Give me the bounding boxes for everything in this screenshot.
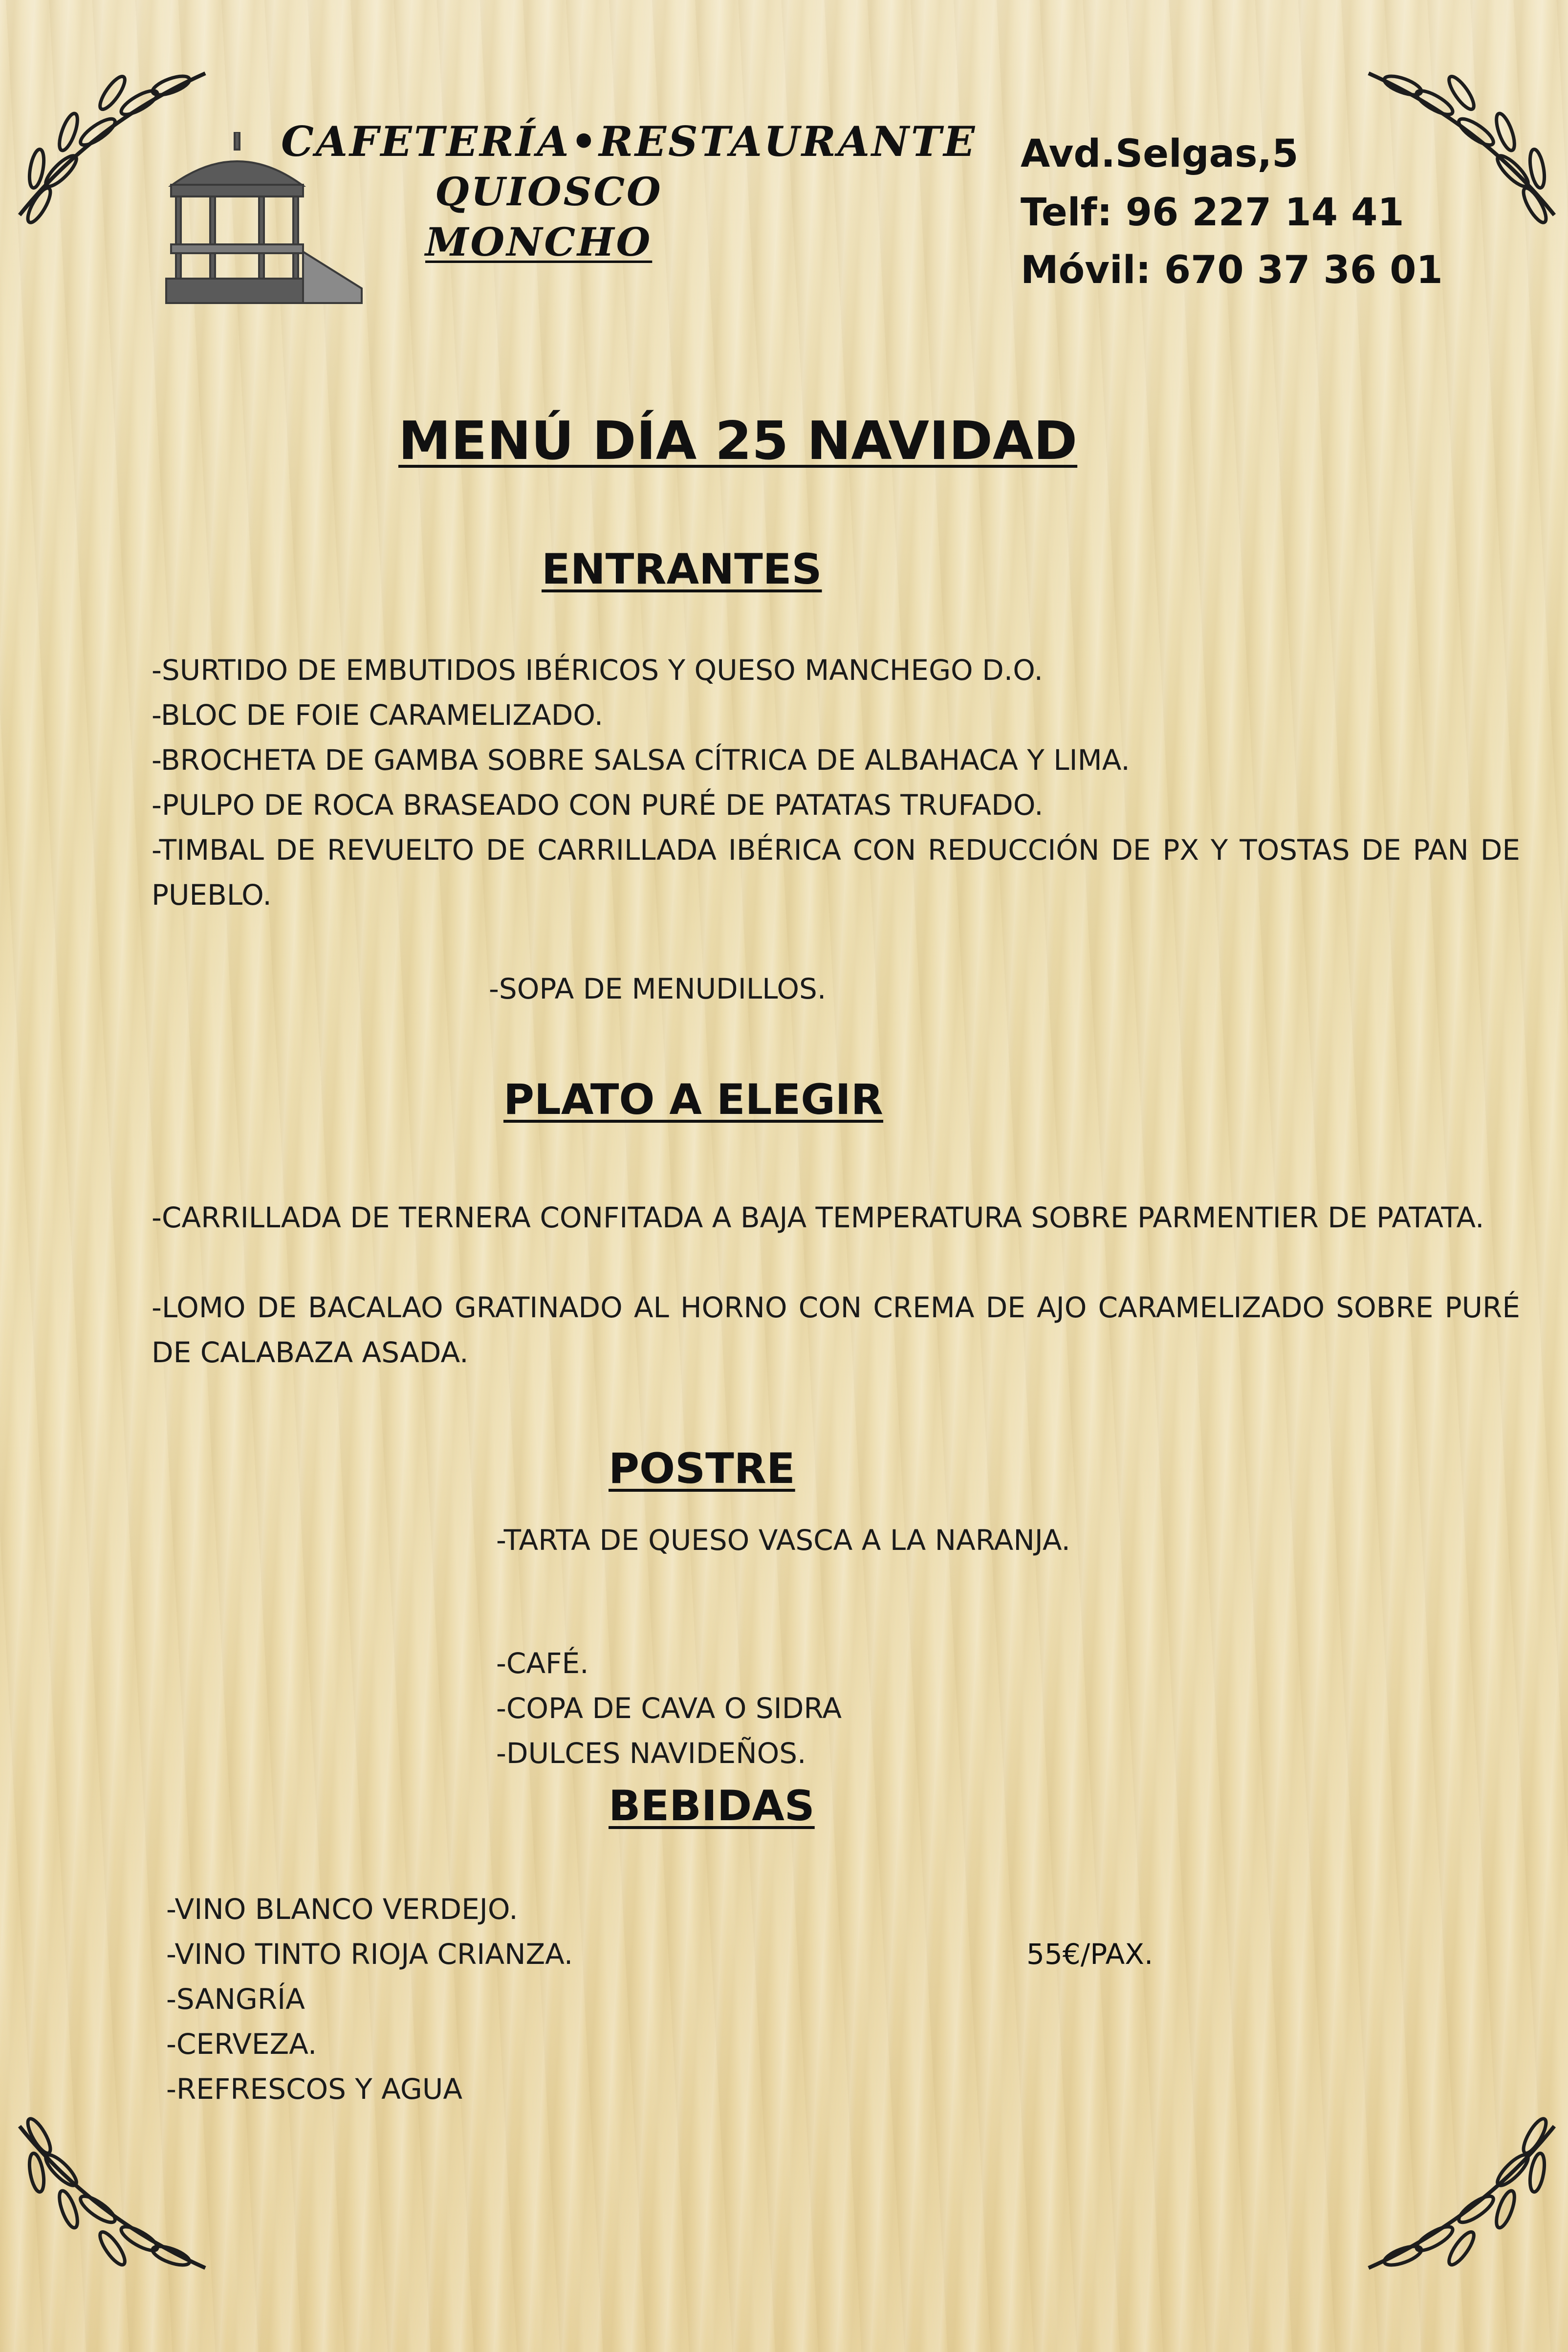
mobile: Móvil: 670 37 36 01: [1021, 248, 1443, 292]
list-item: -TIMBAL DE REVUELTO DE CARRILLADA IBÉRICA CON REDUCCIÓN DE PX Y TOSTAS DE PAN DE PUEBLO.: [152, 828, 1520, 917]
logo-line-2: QUIOSCO: [435, 169, 663, 215]
section-heading-entrantes: ENTRANTES: [542, 545, 822, 594]
list-item: -LOMO DE BACALAO GRATINADO AL HORNO CON CREMA DE AJO CARAMELIZADO SOBRE PURÉ DE CALABAZA ASADA.: [152, 1285, 1520, 1375]
list-item: -COPA DE CAVA O SIDRA: [496, 1686, 842, 1731]
logo-line-1: CAFETERÍA•RESTAURANTE: [281, 117, 977, 166]
list-item: -CAFÉ.: [496, 1641, 589, 1686]
list-item: -BROCHETA DE GAMBA SOBRE SALSA CÍTRICA DE ALBAHACA Y LIMA.: [152, 738, 1130, 783]
section-heading-postre: POSTRE: [609, 1444, 795, 1493]
logo-line-3: MONCHO: [425, 219, 652, 265]
address: Avd.Selgas,5: [1021, 132, 1299, 176]
page-title: MENÚ DÍA 25 NAVIDAD: [398, 411, 1077, 472]
list-item: -SURTIDO DE EMBUTIDOS IBÉRICOS Y QUESO MANCHEGO D.O.: [152, 648, 1043, 693]
list-item: -VINO BLANCO VERDEJO.: [166, 1887, 518, 1932]
list-item: -REFRESCOS Y AGUA: [166, 2067, 462, 2112]
list-item: -CERVEZA.: [166, 2022, 317, 2067]
list-item: -PULPO DE ROCA BRASEADO CON PURÉ DE PATATAS TRUFADO.: [152, 783, 1044, 828]
section-heading-plato: PLATO A ELEGIR: [503, 1075, 883, 1124]
section-heading-bebidas: BEBIDAS: [609, 1782, 815, 1830]
phone: Telf: 96 227 14 41: [1021, 191, 1404, 235]
list-item-soup: -SOPA DE MENUDILLOS.: [489, 966, 826, 1011]
list-item: -DULCES NAVIDEÑOS.: [496, 1731, 806, 1776]
list-item: -CARRILLADA DE TERNERA CONFITADA A BAJA TEMPERATURA SOBRE PARMENTIER DE PATATA.: [152, 1195, 1520, 1240]
list-item: -SANGRÍA: [166, 1977, 305, 2022]
price: 55€/PAX.: [1026, 1932, 1153, 1977]
list-item: -BLOC DE FOIE CARAMELIZADO.: [152, 693, 603, 738]
list-item: -TARTA DE QUESO VASCA A LA NARANJA.: [496, 1518, 1070, 1563]
list-item: -VINO TINTO RIOJA CRIANZA.: [166, 1932, 573, 1977]
